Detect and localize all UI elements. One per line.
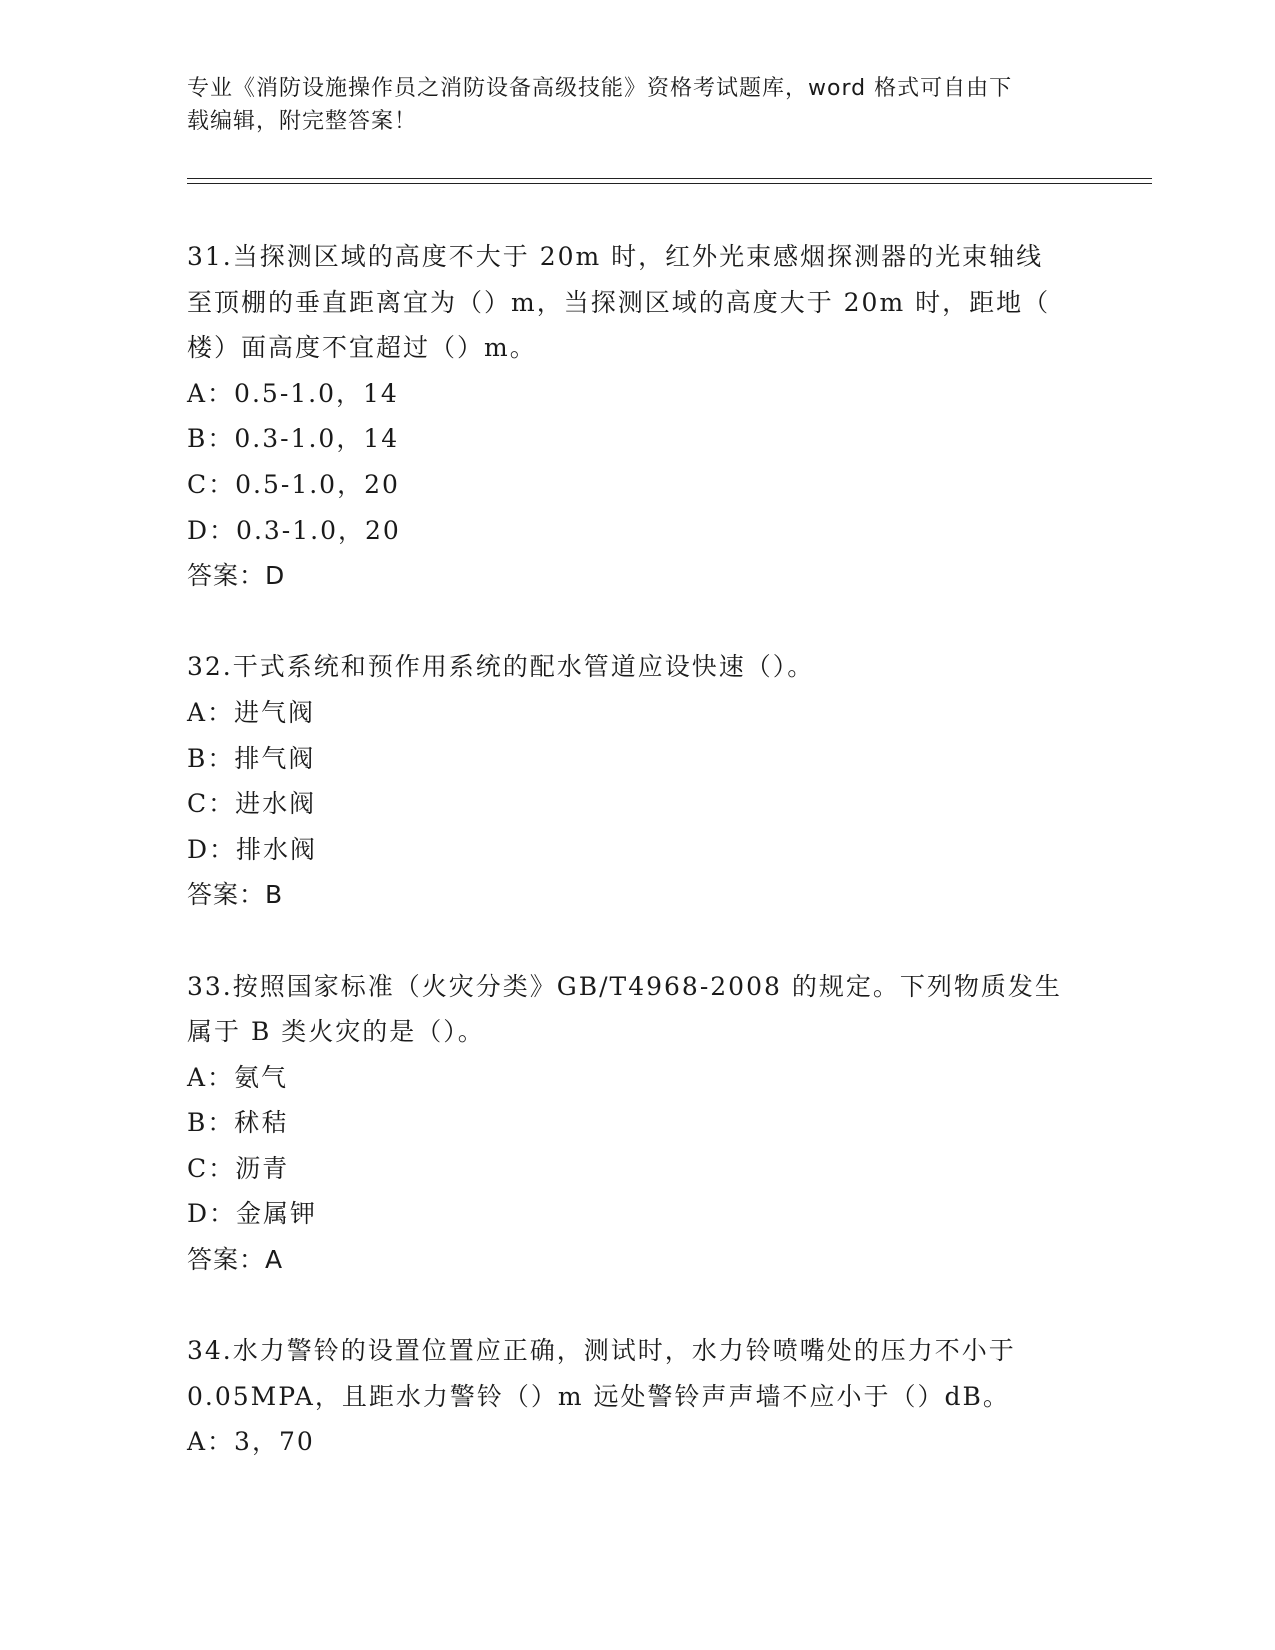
question-33 — [187, 964, 1087, 1283]
question-stem-line: 楼）面高度不宜超过（）m。 — [187, 333, 537, 363]
document-header — [187, 72, 1067, 138]
question-stem-line: 34.水力警铃的设置位置应正确，测试时，水力铃喷嘴处的压力不小于 — [187, 1336, 1016, 1366]
question-stem-line: 0.05MPA，且距水力警铃（）m 远处警铃声声墙不应小于（）dB。 — [187, 1381, 1010, 1411]
question-stem-line: 属于 B 类火灾的是（）。 — [187, 1017, 485, 1047]
spacer — [187, 1283, 1087, 1329]
question-stem-line: 32.干式系统和预作用系统的配水管道应设快速（）。 — [187, 652, 815, 682]
option-c: C：进水阀 — [187, 789, 317, 819]
question-list — [187, 234, 1087, 1465]
option-c: C：0.5-1.0，20 — [187, 469, 400, 499]
option-a: A：3，70 — [187, 1427, 315, 1457]
option-c: C：沥青 — [187, 1153, 290, 1183]
option-d: D：排水阀 — [187, 834, 318, 864]
question-31 — [187, 234, 1087, 599]
header-line-1: 专业《消防设施操作员之消防设备高级技能》资格考试题库，word 格式可自由下 — [187, 76, 1013, 101]
question-stem-line: 31.当探测区域的高度不大于 20m 时，红外光束感烟探测器的光束轴线 — [187, 242, 1044, 271]
option-b: B：0.3-1.0，14 — [187, 424, 400, 454]
answer: 答案：B — [187, 880, 284, 910]
spacer — [187, 918, 1087, 964]
option-a: A：进气阀 — [187, 697, 316, 727]
header-line-2: 载编辑，附完整答案！ — [187, 109, 418, 134]
header-divider-bottom — [187, 183, 1152, 184]
question-stem-line: 33.按照国家标准（火灾分类》GB/T4968-2008 的规定。下列物质发生 — [187, 971, 1062, 1001]
option-d: D：0.3-1.0，20 — [187, 515, 401, 545]
spacer — [187, 599, 1087, 645]
option-b: B：秫秸 — [187, 1108, 289, 1138]
answer: 答案：A — [187, 1245, 284, 1275]
answer: 答案：D — [187, 561, 286, 591]
option-b: B：排气阀 — [187, 743, 316, 773]
question-32 — [187, 644, 1087, 918]
header-divider-top — [187, 178, 1152, 179]
option-a: A：氨气 — [187, 1062, 289, 1092]
question-stem-line: 至顶棚的垂直距离宜为（）m，当探测区域的高度大于 20m 时，距地（ — [187, 287, 1051, 317]
option-d: D：金属钾 — [187, 1199, 318, 1229]
question-34 — [187, 1328, 1087, 1465]
option-a: A：0.5-1.0，14 — [187, 378, 399, 408]
